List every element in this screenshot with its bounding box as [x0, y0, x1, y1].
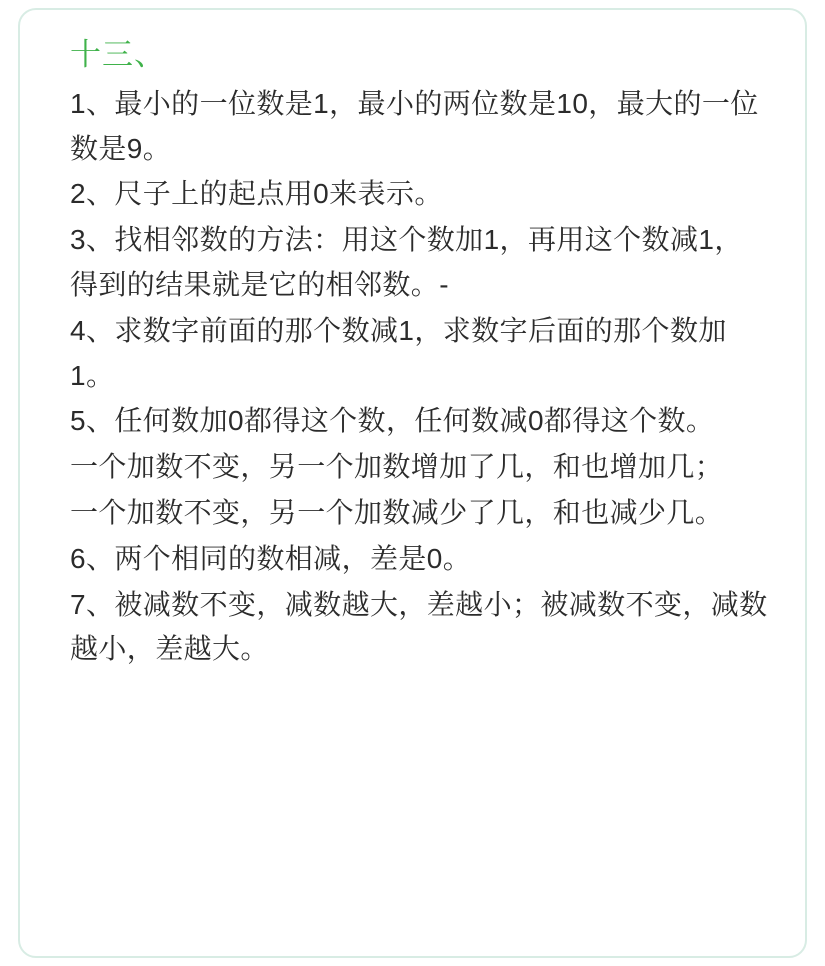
paragraph-5: 5、任何数加0都得这个数，任何数减0都得这个数。	[70, 405, 715, 437]
document-body	[20, 10, 805, 672]
paragraph-9: 7、被减数不变，减数越大，差越小；被减数不变，减数越小，差越大。	[70, 588, 768, 665]
paragraph-7: 一个加数不变，另一个加数减少了几，和也减少几。	[70, 497, 724, 529]
paragraph-6: 一个加数不变，另一个加数增加了几，和也增加几；	[70, 451, 724, 483]
paragraph-2: 2、尺子上的起点用0来表示。	[70, 178, 443, 210]
paragraph-8: 6、两个相同的数相减，差是0。	[70, 542, 472, 574]
note-card	[18, 8, 807, 958]
section-heading: 十三、	[70, 37, 166, 72]
paragraph-3: 3、找相邻数的方法：用这个数加1，再用这个数减1，得到的结果就是它的相邻数。-	[70, 224, 743, 301]
paragraph-4: 4、求数字前面的那个数减1，求数字后面的那个数加1。	[70, 314, 727, 391]
paragraph-1: 1、最小的一位数是1，最小的两位数是10，最大的一位数是9。	[70, 87, 759, 164]
